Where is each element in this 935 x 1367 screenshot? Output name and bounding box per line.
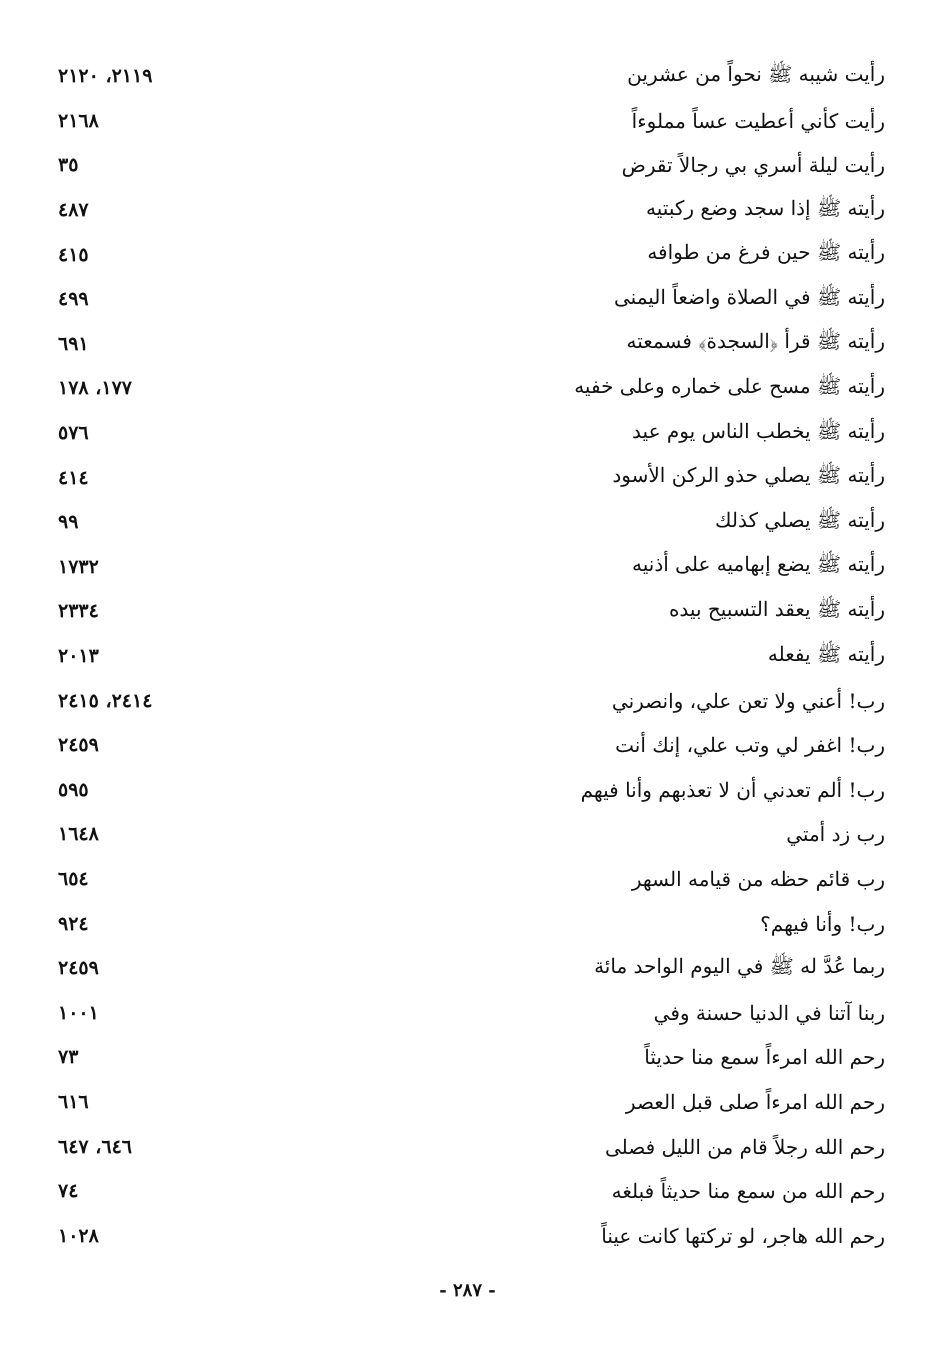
entry-refs: ٢٤٥٩ <box>58 734 99 757</box>
index-entry <box>50 634 885 679</box>
entry-refs: ٦١٦ <box>58 1090 89 1113</box>
hadith-index-list <box>50 54 885 1258</box>
index-entry <box>50 812 885 857</box>
entry-text: رب زد أمتي <box>786 822 885 847</box>
index-entry <box>50 322 885 367</box>
entry-text: رأيته ﷺ يصلي كذلك <box>715 507 885 532</box>
entry-refs: ١٠٠١ <box>58 1001 99 1024</box>
entry-text: رب! اغفر لي وتب علي، إنك أنت <box>615 733 885 758</box>
index-entry <box>50 99 885 144</box>
entry-refs: ٢١٦٨ <box>58 109 99 132</box>
entry-refs: ٣٥ <box>58 154 79 177</box>
index-entry <box>50 411 885 456</box>
entry-refs: ٤١٥ <box>58 243 89 266</box>
entry-text: رأيته ﷺ في الصلاة واضعاً اليمنى <box>613 284 885 309</box>
entry-text: رب! ألم تعدني أن لا تعذبهم وأنا فيهم <box>580 777 885 802</box>
entry-refs: ٢٤٥٩ <box>58 957 99 980</box>
entry-text: رحم الله من سمع منا حديثاً فبلغه <box>611 1179 885 1204</box>
index-entry <box>50 232 885 277</box>
entry-refs: ٩٩ <box>58 511 79 534</box>
entry-text: رحم الله امرءاً سمع منا حديثاً <box>644 1045 885 1070</box>
entry-text: رأيته ﷺ يفعله <box>767 641 885 666</box>
index-entry <box>50 723 885 768</box>
entry-refs: ٧٤ <box>58 1180 79 1203</box>
entry-text: رأيته ﷺ يضع إبهاميه على أذنيه <box>632 552 885 577</box>
index-entry <box>50 589 885 634</box>
index-entry <box>50 857 885 902</box>
entry-refs: ٦٥٤ <box>58 867 89 890</box>
index-entry <box>50 143 885 188</box>
entry-text: رأيته ﷺ يعقد التسبيح بيده <box>668 596 885 621</box>
entry-text: رأيت كأني أعطيت عساً مملوءاً <box>631 108 885 133</box>
entry-text: رأيت شيبه ﷺ نحواً من عشرين <box>627 61 885 86</box>
entry-text: رحم الله هاجر، لو تركتها كانت عيناً <box>601 1223 885 1248</box>
index-entry <box>50 500 885 545</box>
entry-refs: ٩٢٤ <box>58 912 89 935</box>
index-entry <box>50 1169 885 1214</box>
entry-text: ربما عُدَّ له ﷺ في اليوم الواحد مائة <box>594 953 885 978</box>
index-entry <box>50 1035 885 1080</box>
entry-text: رحم الله رجلاً قام من الليل فصلى <box>604 1134 885 1159</box>
entry-refs: ٢١١٩، ٢١٢٠ <box>58 65 153 88</box>
index-entry <box>50 545 885 590</box>
entry-text: رأيته ﷺ يخطب الناس يوم عيد <box>632 418 885 443</box>
entry-text: رب! وأنا فيهم؟ <box>760 911 885 936</box>
index-entry <box>50 1213 885 1258</box>
entry-refs: ٦٩١ <box>58 332 89 355</box>
entry-text: رأيت ليلة أسري بي رجالاً تقرض <box>621 153 885 178</box>
entry-text: رحم الله امرءاً صلى قبل العصر <box>625 1089 885 1114</box>
index-entry <box>50 455 885 500</box>
entry-refs: ٤٩٩ <box>58 288 89 311</box>
index-entry <box>50 946 885 991</box>
entry-refs: ٧٣ <box>58 1046 79 1069</box>
entry-text: رأيته ﷺ مسح على خماره وعلى خفيه <box>574 373 885 398</box>
entry-text: ربنا آتنا في الدنيا حسنة وفي <box>653 1000 885 1025</box>
entry-refs: ١٠٢٨ <box>58 1224 99 1247</box>
index-entry <box>50 990 885 1035</box>
entry-text: رأيته ﷺ حين فرغ من طوافه <box>647 240 885 265</box>
index-entry <box>50 1124 885 1169</box>
entry-refs: ٢٤١٤، ٢٤١٥ <box>58 689 153 712</box>
entry-text: رب! أعني ولا تعن علي، وانصرني <box>611 688 885 713</box>
index-entry <box>50 188 885 233</box>
index-entry <box>50 678 885 723</box>
index-entry <box>50 277 885 322</box>
entry-refs: ٦٤٦، ٦٤٧ <box>58 1135 132 1158</box>
entry-text: رأيته ﷺ قرأ ﴿السجدة﴾ فسمعته <box>626 329 885 354</box>
entry-text: رب قائم حظه من قيامه السهر <box>631 866 885 891</box>
entry-refs: ٢٠١٣ <box>58 645 99 668</box>
entry-refs: ١٧٣٢ <box>58 555 99 578</box>
index-entry <box>50 54 885 99</box>
entry-text: رأيته ﷺ يصلي حذو الركن الأسود <box>612 463 885 488</box>
entry-refs: ٢٣٣٤ <box>58 600 99 623</box>
page-number: - ٢٨٧ - <box>439 1280 496 1301</box>
index-entry <box>50 768 885 813</box>
index-entry <box>50 366 885 411</box>
entry-text: رأيته ﷺ إذا سجد وضع ركبتيه <box>646 195 885 220</box>
index-entry <box>50 901 885 946</box>
index-entry <box>50 1080 885 1125</box>
entry-refs: ١٦٤٨ <box>58 823 99 846</box>
entry-refs: ٤٨٧ <box>58 199 89 222</box>
entry-refs: ٤١٤ <box>58 466 89 489</box>
entry-refs: ١٧٧، ١٧٨ <box>58 377 132 400</box>
entry-refs: ٥٩٥ <box>58 778 89 801</box>
entry-refs: ٥٧٦ <box>58 422 89 445</box>
